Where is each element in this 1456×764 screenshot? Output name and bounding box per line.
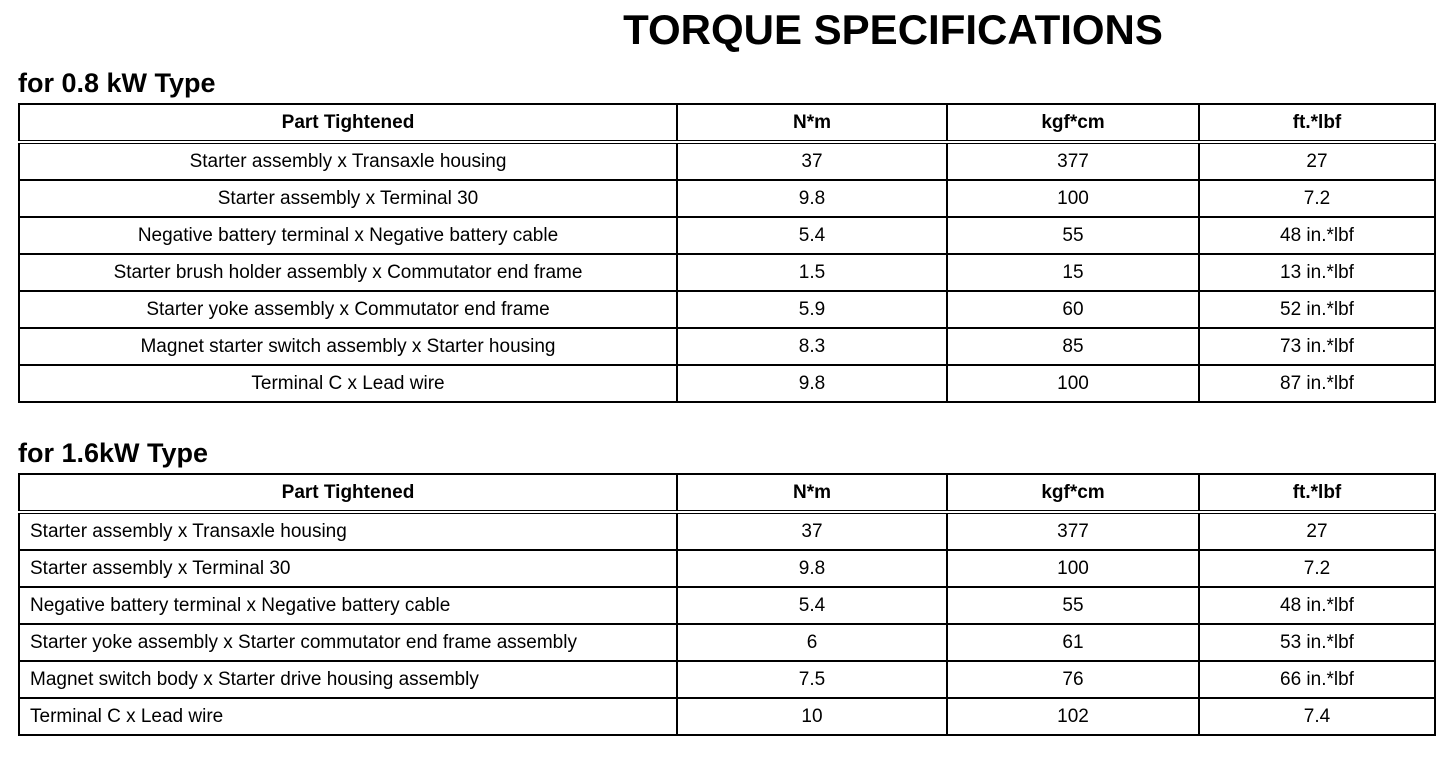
table-row (19, 512, 1435, 550)
cell-part: Magnet switch body x Starter drive housing assembly (19, 661, 677, 698)
table-row (19, 254, 1435, 291)
cell-nm: 7.5 (677, 661, 947, 698)
cell-kgfcm: 60 (947, 291, 1199, 328)
cell-kgfcm: 100 (947, 180, 1199, 217)
cell-kgfcm: 85 (947, 328, 1199, 365)
cell-nm: 9.8 (677, 180, 947, 217)
cell-ftlbf: 7.4 (1199, 698, 1435, 735)
cell-kgfcm: 55 (947, 587, 1199, 624)
cell-kgfcm: 15 (947, 254, 1199, 291)
cell-ftlbf: 53 in.*lbf (1199, 624, 1435, 661)
cell-part: Negative battery terminal x Negative battery cable (19, 217, 677, 254)
table-row (19, 180, 1435, 217)
cell-nm: 5.4 (677, 217, 947, 254)
table-row (19, 661, 1435, 698)
cell-ftlbf: 7.2 (1199, 550, 1435, 587)
table-row (19, 698, 1435, 735)
table-row (19, 142, 1435, 180)
cell-nm: 10 (677, 698, 947, 735)
column-header-kgfcm: kgf*cm (947, 474, 1199, 512)
cell-kgfcm: 55 (947, 217, 1199, 254)
cell-part: Terminal C x Lead wire (19, 698, 677, 735)
column-header-ftlbf: ft.*lbf (1199, 474, 1435, 512)
cell-ftlbf: 87 in.*lbf (1199, 365, 1435, 402)
cell-ftlbf: 66 in.*lbf (1199, 661, 1435, 698)
cell-part: Starter yoke assembly x Commutator end frame (19, 291, 677, 328)
cell-part: Starter assembly x Transaxle housing (19, 142, 677, 180)
table-row (19, 328, 1435, 365)
cell-kgfcm: 76 (947, 661, 1199, 698)
cell-nm: 5.4 (677, 587, 947, 624)
column-header-ftlbf: ft.*lbf (1199, 104, 1435, 142)
cell-part: Negative battery terminal x Negative battery cable (19, 587, 677, 624)
cell-kgfcm: 377 (947, 512, 1199, 550)
cell-part: Starter yoke assembly x Starter commutator end frame assembly (19, 624, 677, 661)
cell-ftlbf: 13 in.*lbf (1199, 254, 1435, 291)
cell-part: Starter brush holder assembly x Commutator end frame (19, 254, 677, 291)
cell-nm: 37 (677, 512, 947, 550)
column-header-part: Part Tightened (19, 474, 677, 512)
cell-kgfcm: 61 (947, 624, 1199, 661)
section-heading-0-8kw: for 0.8 kW Type (18, 68, 216, 98)
cell-part: Terminal C x Lead wire (19, 365, 677, 402)
table-row (19, 291, 1435, 328)
page-title: TORQUE SPECIFICATIONS (623, 6, 1163, 53)
column-header-nm: N*m (677, 104, 947, 142)
section-heading-1-6kw: for 1.6kW Type (18, 438, 209, 468)
table-row (19, 550, 1435, 587)
cell-nm: 1.5 (677, 254, 947, 291)
cell-kgfcm: 100 (947, 365, 1199, 402)
cell-ftlbf: 7.2 (1199, 180, 1435, 217)
cell-part: Starter assembly x Terminal 30 (19, 550, 677, 587)
cell-nm: 9.8 (677, 365, 947, 402)
cell-ftlbf: 73 in.*lbf (1199, 328, 1435, 365)
cell-nm: 37 (677, 142, 947, 180)
table-row (19, 624, 1435, 661)
cell-nm: 8.3 (677, 328, 947, 365)
cell-kgfcm: 377 (947, 142, 1199, 180)
cell-nm: 6 (677, 624, 947, 661)
table-row (19, 587, 1435, 624)
cell-kgfcm: 100 (947, 550, 1199, 587)
cell-nm: 9.8 (677, 550, 947, 587)
column-header-part: Part Tightened (19, 104, 677, 142)
table-header-row (19, 474, 1435, 512)
cell-ftlbf: 48 in.*lbf (1199, 587, 1435, 624)
cell-ftlbf: 48 in.*lbf (1199, 217, 1435, 254)
cell-nm: 5.9 (677, 291, 947, 328)
column-header-kgfcm: kgf*cm (947, 104, 1199, 142)
cell-ftlbf: 27 (1199, 512, 1435, 550)
torque-table-1-6kw (18, 473, 1436, 736)
cell-part: Magnet starter switch assembly x Starter housing (19, 328, 677, 365)
table-row (19, 365, 1435, 402)
cell-kgfcm: 102 (947, 698, 1199, 735)
cell-part: Starter assembly x Terminal 30 (19, 180, 677, 217)
cell-part: Starter assembly x Transaxle housing (19, 512, 677, 550)
cell-ftlbf: 52 in.*lbf (1199, 291, 1435, 328)
torque-table-0-8kw (18, 103, 1436, 403)
cell-ftlbf: 27 (1199, 142, 1435, 180)
table-row (19, 217, 1435, 254)
column-header-nm: N*m (677, 474, 947, 512)
table-header-row (19, 104, 1435, 142)
